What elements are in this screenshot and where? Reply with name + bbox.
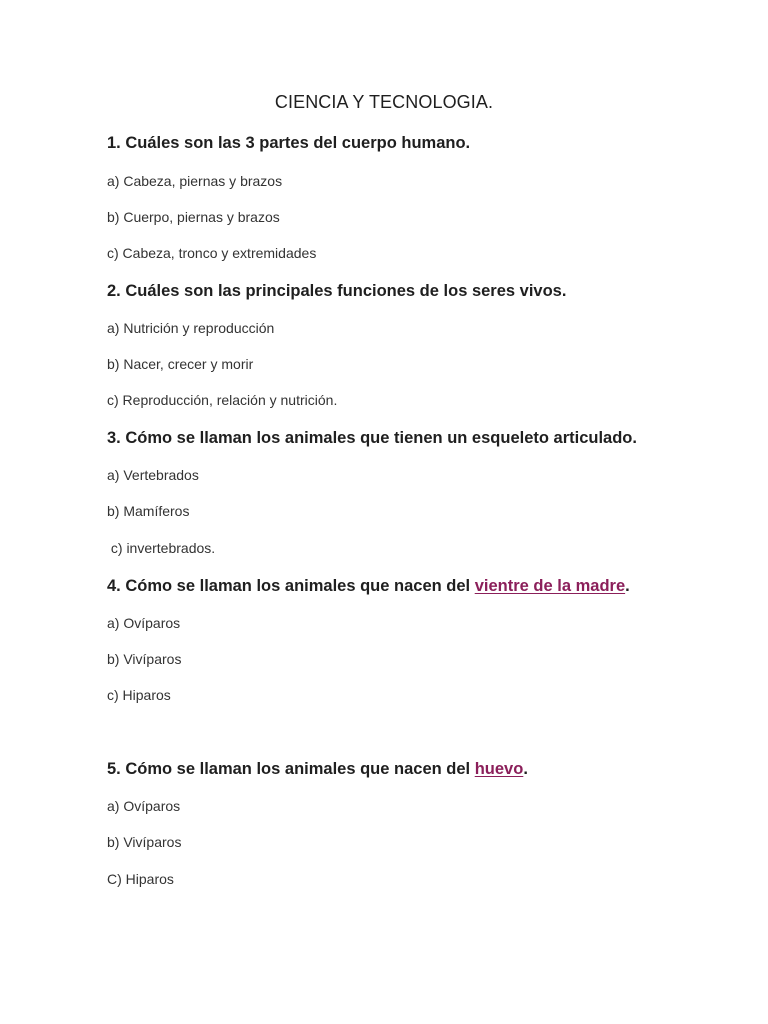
page-title: CIENCIA Y TECNOLOGIA. [274,92,494,112]
question-2-option-b: b) Nacer, crecer y morir [107,356,254,372]
question-3-option-c: c) invertebrados. [107,540,216,556]
question-4-option-a: a) Ovíparos [107,615,181,631]
question-3-option-b: b) Mamíferos [107,503,190,519]
question-5-option-c: C) Hiparos [107,871,174,887]
question-1-option-a: a) Cabeza, piernas y brazos [107,173,283,189]
question-3-option-a: a) Vertebrados [107,467,199,483]
link-huevo[interactable]: huevo [474,760,524,778]
question-2-option-a: a) Nutrición y reproducción [107,320,275,336]
question-5 [107,760,528,779]
question-5-text: 5. Cómo se llaman los animales que nacen del [107,760,475,778]
question-1-option-c: c) Cabeza, tronco y extremidades [107,245,317,261]
question-4-option-b: b) Vivíparos [107,651,182,667]
question-4-period: . [625,577,630,595]
question-4 [107,577,630,596]
question-5-option-a: a) Ovíparos [107,798,181,814]
question-3: 3. Cómo se llaman los animales que tienen un esqueleto articulado. [107,429,637,447]
link-vientre-de-la-madre[interactable]: vientre de la madre [474,577,626,595]
question-2-option-c: c) Reproducción, relación y nutrición. [107,392,338,408]
question-4-option-c: c) Hiparos [107,687,171,703]
question-5-period: . [523,760,528,778]
question-1: 1. Cuáles son las 3 partes del cuerpo humano. [107,134,471,152]
question-5-option-b: b) Vivíparos [107,834,182,850]
question-1-option-b: b) Cuerpo, piernas y brazos [107,209,280,225]
question-2: 2. Cuáles son las principales funciones de los seres vivos. [107,282,567,300]
question-4-text: 4. Cómo se llaman los animales que nacen del [107,577,475,595]
